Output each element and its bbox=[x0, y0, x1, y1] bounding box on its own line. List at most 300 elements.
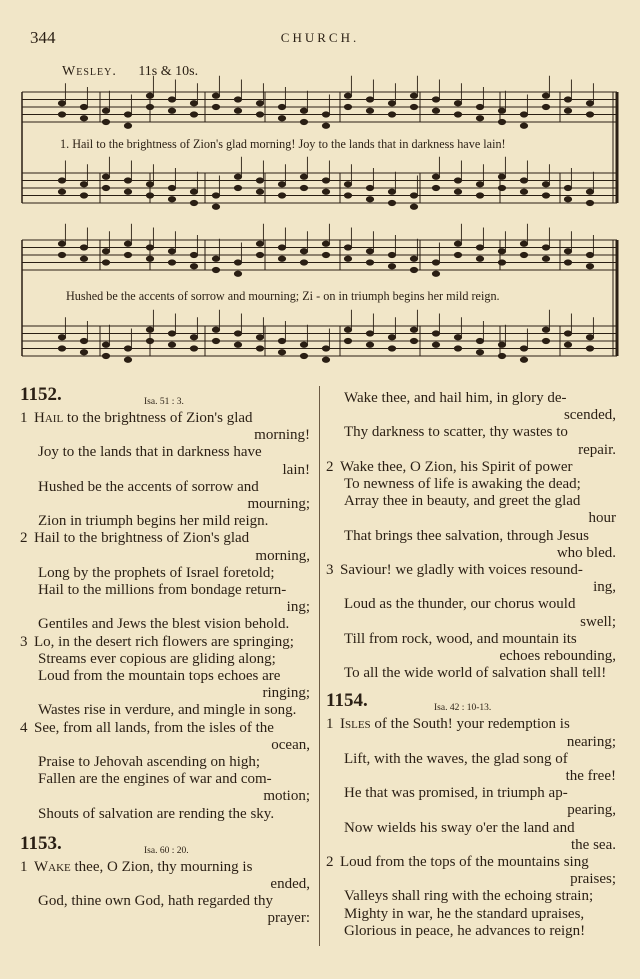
line-text: Mighty in war, he the standard upraises, bbox=[344, 905, 585, 922]
note-head bbox=[146, 182, 153, 187]
note-head bbox=[278, 350, 285, 355]
note-head bbox=[278, 104, 285, 109]
note-head bbox=[586, 200, 593, 205]
note-head bbox=[410, 104, 417, 109]
note-head bbox=[388, 252, 395, 257]
hymn-line bbox=[326, 631, 622, 648]
note-head bbox=[256, 178, 263, 183]
note-head bbox=[344, 327, 351, 332]
note-head bbox=[586, 252, 593, 257]
note-head bbox=[542, 93, 549, 98]
line-text: Joy to the lands that in darkness have bbox=[38, 444, 262, 461]
note-head bbox=[300, 353, 307, 358]
scripture-reference: Isa. 60 : 20. bbox=[144, 845, 189, 856]
note-head bbox=[80, 193, 87, 198]
note-head bbox=[124, 189, 131, 194]
note-head bbox=[542, 182, 549, 187]
hymn-line bbox=[20, 893, 316, 910]
note-head bbox=[432, 185, 439, 190]
note-head bbox=[168, 97, 175, 102]
note-head bbox=[454, 112, 461, 117]
note-head bbox=[212, 193, 219, 198]
note-head bbox=[410, 204, 417, 209]
line-text: Valleys shall ring with the echoing strain; bbox=[344, 888, 594, 905]
note-head bbox=[564, 342, 571, 347]
note-head bbox=[190, 264, 197, 269]
hymn-line bbox=[326, 734, 622, 751]
hymn-line bbox=[20, 859, 316, 876]
hymn-1154-text bbox=[326, 716, 622, 940]
note-head bbox=[388, 200, 395, 205]
note-head bbox=[344, 104, 351, 109]
note-head bbox=[58, 112, 65, 117]
note-head bbox=[564, 260, 571, 265]
note-head bbox=[454, 189, 461, 194]
hymn-line bbox=[326, 614, 622, 631]
note-head bbox=[300, 108, 307, 113]
note-head bbox=[234, 185, 241, 190]
hymn-line bbox=[326, 562, 622, 579]
line-text: scended, bbox=[563, 407, 616, 424]
note-head bbox=[102, 108, 109, 113]
hymn-1152-text bbox=[20, 410, 316, 823]
first-word: Wake bbox=[34, 858, 71, 875]
note-head bbox=[388, 346, 395, 351]
line-text: Loud from the tops of the mountains sing bbox=[340, 854, 589, 871]
hymn-line bbox=[20, 582, 316, 599]
hymn-line bbox=[20, 479, 316, 496]
note-head bbox=[564, 185, 571, 190]
note-head bbox=[322, 178, 329, 183]
hymn-1154-heading bbox=[326, 690, 622, 714]
hymn-line bbox=[20, 548, 316, 565]
note-head bbox=[300, 342, 307, 347]
note-head bbox=[278, 182, 285, 187]
line-text: Praise to Jehovah ascending on high; bbox=[38, 754, 261, 771]
line-text: the sea. bbox=[571, 836, 616, 853]
hymn-line bbox=[20, 616, 316, 633]
stanza-number: 3 bbox=[326, 562, 334, 579]
line-text: Wake thee, and hail him, in glory de- bbox=[344, 390, 567, 406]
note-head bbox=[366, 249, 373, 254]
line-text: mourning; bbox=[247, 496, 310, 513]
hymn-line bbox=[326, 923, 622, 940]
note-head bbox=[520, 112, 527, 117]
note-head bbox=[256, 346, 263, 351]
note-head bbox=[410, 327, 417, 332]
note-head bbox=[366, 197, 373, 202]
line-text: Streams ever copious are gliding along; bbox=[38, 650, 276, 667]
note-head bbox=[256, 101, 263, 106]
tune-meter: 11s & 10s. bbox=[138, 64, 199, 79]
note-head bbox=[212, 93, 219, 98]
note-head bbox=[344, 256, 351, 261]
hymn-line bbox=[20, 876, 316, 893]
note-head bbox=[542, 245, 549, 250]
stanza-number: 1 bbox=[20, 858, 28, 875]
note-head bbox=[586, 112, 593, 117]
line-text: Lift, with the waves, the glad song of bbox=[344, 750, 568, 767]
note-head bbox=[190, 101, 197, 106]
line-text: repair. bbox=[578, 441, 616, 458]
note-head bbox=[498, 185, 505, 190]
hymn-line bbox=[20, 462, 316, 479]
line-text: hour bbox=[588, 510, 616, 527]
hymn-line bbox=[20, 651, 316, 668]
note-head bbox=[234, 331, 241, 336]
note-head bbox=[80, 116, 87, 121]
note-head bbox=[344, 338, 351, 343]
hymn-line bbox=[20, 737, 316, 754]
line-text: Array thee in beauty, and greet the glad bbox=[344, 493, 581, 510]
line-text: Loud as the thunder, our chorus would bbox=[344, 596, 576, 613]
line-text: ocean, bbox=[271, 736, 310, 753]
note-head bbox=[322, 241, 329, 246]
note-head bbox=[58, 346, 65, 351]
line-text: Lo, in the desert rich flowers are springing; bbox=[34, 633, 294, 650]
note-head bbox=[564, 249, 571, 254]
stanza-number: 2 bbox=[20, 530, 28, 547]
hymn-line bbox=[326, 442, 622, 459]
note-head bbox=[300, 249, 307, 254]
note-head bbox=[432, 97, 439, 102]
note-head bbox=[432, 260, 439, 265]
note-head bbox=[410, 267, 417, 272]
hymn-line bbox=[20, 513, 316, 530]
note-head bbox=[498, 342, 505, 347]
note-head bbox=[234, 97, 241, 102]
scripture-reference: Isa. 42 : 10-13. bbox=[434, 703, 492, 714]
note-head bbox=[58, 335, 65, 340]
note-head bbox=[388, 112, 395, 117]
hymn-1153-text-part-2 bbox=[326, 390, 622, 682]
line-text: pearing, bbox=[567, 802, 616, 819]
note-head bbox=[80, 245, 87, 250]
line-text: See, from all lands, from the isles of the bbox=[34, 719, 274, 736]
hymn-line bbox=[20, 599, 316, 616]
note-head bbox=[146, 256, 153, 261]
note-head bbox=[586, 101, 593, 106]
note-head bbox=[190, 346, 197, 351]
note-head bbox=[322, 123, 329, 128]
note-head bbox=[102, 260, 109, 265]
hymn-line bbox=[20, 634, 316, 651]
line-text: ended, bbox=[270, 876, 310, 893]
note-head bbox=[234, 108, 241, 113]
note-head bbox=[388, 101, 395, 106]
scripture-reference: Isa. 51 : 3. bbox=[144, 397, 184, 407]
note-head bbox=[234, 342, 241, 347]
note-head bbox=[410, 338, 417, 343]
hymn-line bbox=[326, 493, 622, 510]
note-head bbox=[80, 256, 87, 261]
note-head bbox=[344, 93, 351, 98]
note-head bbox=[234, 174, 241, 179]
note-head bbox=[256, 189, 263, 194]
line-text: morning! bbox=[254, 427, 310, 444]
note-head bbox=[476, 193, 483, 198]
note-head bbox=[124, 346, 131, 351]
hymn-line bbox=[326, 424, 622, 441]
hymn-1153-text-part-1 bbox=[20, 859, 316, 928]
hymn-line bbox=[20, 720, 316, 737]
note-head bbox=[190, 189, 197, 194]
line-text: ing, bbox=[593, 579, 616, 596]
hymn-line bbox=[20, 806, 316, 823]
note-head bbox=[322, 252, 329, 257]
hymn-line bbox=[20, 702, 316, 719]
line-text: thee, O Zion, thy mourning is bbox=[70, 858, 253, 875]
note-head bbox=[234, 271, 241, 276]
hymn-line bbox=[326, 820, 622, 837]
note-head bbox=[102, 249, 109, 254]
note-head bbox=[476, 256, 483, 261]
hymn-line bbox=[326, 785, 622, 802]
note-head bbox=[300, 174, 307, 179]
note-head bbox=[498, 174, 505, 179]
note-head bbox=[212, 338, 219, 343]
note-head bbox=[80, 182, 87, 187]
hymn-number: 1153. bbox=[20, 832, 62, 854]
note-head bbox=[344, 245, 351, 250]
line-text: That brings thee salvation, through Jesus bbox=[344, 527, 589, 544]
hymn-line bbox=[20, 685, 316, 702]
note-head bbox=[432, 271, 439, 276]
note-head bbox=[278, 116, 285, 121]
hymn-line bbox=[20, 565, 316, 582]
note-head bbox=[212, 327, 219, 332]
note-head bbox=[388, 264, 395, 269]
hymn-line bbox=[326, 888, 622, 905]
note-head bbox=[476, 104, 483, 109]
note-head bbox=[476, 116, 483, 121]
stanza-number: 1 bbox=[20, 410, 28, 426]
stanza-number: 1 bbox=[326, 716, 334, 733]
note-head bbox=[498, 353, 505, 358]
hymn-line bbox=[326, 545, 622, 562]
hymn-line bbox=[326, 906, 622, 923]
hymn-line bbox=[326, 768, 622, 785]
line-text: morning, bbox=[255, 547, 310, 564]
note-head bbox=[300, 119, 307, 124]
line-text: nearing; bbox=[566, 733, 616, 750]
stanza-number: 4 bbox=[20, 719, 28, 736]
note-head bbox=[124, 112, 131, 117]
note-head bbox=[102, 119, 109, 124]
note-head bbox=[476, 350, 483, 355]
hymn-line bbox=[20, 788, 316, 805]
line-text: God, thine own God, hath regarded thy bbox=[38, 893, 273, 910]
note-head bbox=[124, 357, 131, 362]
note-head bbox=[124, 252, 131, 257]
note-head bbox=[476, 182, 483, 187]
note-head bbox=[212, 204, 219, 209]
note-head bbox=[586, 335, 593, 340]
first-word: Isles bbox=[340, 716, 371, 733]
hymn-line bbox=[20, 496, 316, 513]
note-head bbox=[564, 97, 571, 102]
hymn-line bbox=[326, 390, 622, 407]
note-head bbox=[564, 197, 571, 202]
note-head bbox=[476, 245, 483, 250]
note-head bbox=[168, 185, 175, 190]
line-text: Wake thee, O Zion, his Spirit of power bbox=[340, 458, 573, 475]
line-text: To newness of life is awaking the dead; bbox=[344, 476, 581, 493]
stanza-number: 2 bbox=[326, 458, 334, 475]
note-head bbox=[542, 338, 549, 343]
hymn-line bbox=[326, 459, 622, 476]
hymn-line bbox=[20, 410, 316, 427]
note-head bbox=[168, 331, 175, 336]
note-head bbox=[102, 185, 109, 190]
line-text: Hushed be the accents of sorrow and bbox=[38, 478, 259, 495]
line-text: the free! bbox=[565, 768, 616, 785]
line-text: motion; bbox=[263, 788, 310, 805]
note-head bbox=[300, 185, 307, 190]
note-head bbox=[146, 93, 153, 98]
line-text: Thy darkness to scatter, thy wastes to bbox=[344, 424, 568, 441]
note-head bbox=[146, 338, 153, 343]
note-head bbox=[454, 101, 461, 106]
hymn-line bbox=[326, 854, 622, 871]
first-word: Hail bbox=[34, 410, 64, 426]
note-head bbox=[454, 346, 461, 351]
note-head bbox=[432, 174, 439, 179]
hymn-number: 1154. bbox=[326, 690, 368, 712]
note-head bbox=[58, 101, 65, 106]
line-text: swell; bbox=[580, 613, 616, 630]
note-head bbox=[366, 97, 373, 102]
line-text: to the brightness of Zion's glad bbox=[63, 410, 253, 426]
note-head bbox=[58, 241, 65, 246]
line-text: He that was promised, in triumph ap- bbox=[344, 785, 568, 802]
note-head bbox=[498, 108, 505, 113]
line-text: Now wields his sway o'er the land and bbox=[344, 819, 575, 836]
note-head bbox=[322, 189, 329, 194]
note-head bbox=[278, 338, 285, 343]
line-text: Shouts of salvation are rending the sky. bbox=[38, 805, 275, 822]
hymn-line bbox=[326, 648, 622, 665]
note-head bbox=[168, 249, 175, 254]
line-text: praises; bbox=[570, 871, 616, 888]
note-head bbox=[168, 342, 175, 347]
note-head bbox=[58, 189, 65, 194]
note-head bbox=[520, 123, 527, 128]
note-head bbox=[322, 346, 329, 351]
note-head bbox=[212, 104, 219, 109]
note-head bbox=[366, 185, 373, 190]
line-text: of the South! your redemption is bbox=[370, 716, 570, 733]
note-head bbox=[410, 93, 417, 98]
note-head bbox=[586, 264, 593, 269]
right-column bbox=[326, 390, 622, 940]
music-lyric-line-2: Hushed be the accents of sorrow and mourning; Zi - on in triumph begins her mild reign. bbox=[66, 289, 500, 303]
stanza-number: 3 bbox=[20, 633, 28, 650]
tune-name: Wesley. bbox=[62, 64, 117, 79]
page-number: 344 bbox=[30, 28, 56, 47]
note-head bbox=[58, 252, 65, 257]
note-head bbox=[520, 241, 527, 246]
line-text: ringing; bbox=[262, 685, 310, 702]
note-head bbox=[564, 108, 571, 113]
hymn-line bbox=[20, 910, 316, 927]
note-head bbox=[586, 189, 593, 194]
line-text: Glorious in peace, he advances to reign! bbox=[344, 922, 586, 939]
note-head bbox=[190, 112, 197, 117]
column-divider bbox=[319, 386, 320, 946]
line-text: Wastes rise in verdure, and mingle in song. bbox=[38, 702, 297, 719]
hymn-line bbox=[20, 427, 316, 444]
note-head bbox=[586, 346, 593, 351]
note-head bbox=[146, 193, 153, 198]
note-head bbox=[190, 200, 197, 205]
note-head bbox=[498, 249, 505, 254]
music-lyric-line-1: 1. Hail to the brightness of Zion's glad morning! Joy to the lands that in darkness have lain! bbox=[60, 137, 506, 151]
note-head bbox=[58, 178, 65, 183]
music-score bbox=[0, 0, 640, 370]
note-head bbox=[410, 193, 417, 198]
note-head bbox=[432, 331, 439, 336]
note-head bbox=[520, 189, 527, 194]
note-head bbox=[168, 197, 175, 202]
note-head bbox=[542, 193, 549, 198]
note-head bbox=[124, 123, 131, 128]
note-head bbox=[366, 342, 373, 347]
hymn-line bbox=[326, 802, 622, 819]
note-head bbox=[278, 193, 285, 198]
note-head bbox=[388, 189, 395, 194]
note-head bbox=[102, 342, 109, 347]
note-head bbox=[168, 260, 175, 265]
line-text: echoes rebounding, bbox=[499, 648, 616, 665]
line-text: Loud from the mountain tops echoes are bbox=[38, 668, 281, 685]
note-head bbox=[278, 256, 285, 261]
note-head bbox=[168, 108, 175, 113]
note-head bbox=[498, 260, 505, 265]
line-text: Saviour! we gladly with voices resound- bbox=[340, 562, 583, 579]
note-head bbox=[366, 108, 373, 113]
note-head bbox=[366, 260, 373, 265]
left-column bbox=[20, 384, 316, 928]
note-head bbox=[146, 245, 153, 250]
hymn-line bbox=[20, 754, 316, 771]
line-text: prayer: bbox=[267, 910, 310, 927]
note-head bbox=[124, 241, 131, 246]
note-head bbox=[454, 252, 461, 257]
note-head bbox=[256, 335, 263, 340]
line-text: Gentiles and Jews the blest vision behold. bbox=[38, 616, 290, 633]
stanza-number: 2 bbox=[326, 854, 334, 871]
hymn-line bbox=[326, 407, 622, 424]
note-head bbox=[190, 252, 197, 257]
hymn-line bbox=[20, 444, 316, 461]
note-head bbox=[520, 252, 527, 257]
note-head bbox=[322, 112, 329, 117]
note-head bbox=[80, 350, 87, 355]
line-text: To all the wide world of salvation shall tell! bbox=[344, 665, 607, 682]
note-head bbox=[432, 108, 439, 113]
note-head bbox=[234, 260, 241, 265]
note-head bbox=[454, 178, 461, 183]
note-head bbox=[80, 338, 87, 343]
line-text: who bled. bbox=[556, 544, 616, 561]
line-text: Fallen are the engines of war and com- bbox=[38, 771, 272, 788]
line-text: ing; bbox=[286, 599, 310, 616]
note-head bbox=[432, 342, 439, 347]
hymn-1152-heading bbox=[20, 384, 316, 408]
line-text: Hail to the brightness of Zion's glad bbox=[34, 530, 250, 547]
note-head bbox=[146, 327, 153, 332]
